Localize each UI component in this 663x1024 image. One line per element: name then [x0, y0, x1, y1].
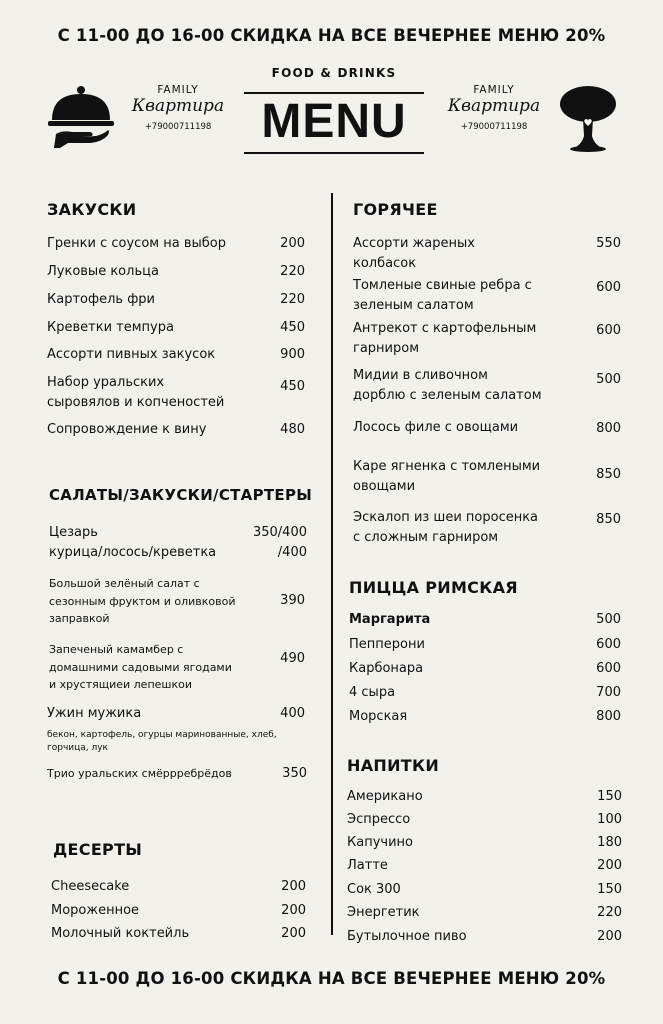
menu-item: Капучино 180	[347, 835, 622, 850]
logo-family-label: FAMILY	[157, 84, 199, 96]
menu-item: Большой зелёный салат с сезонным фруктом и оливковой заправкой 390	[49, 577, 305, 625]
menu-item: Сопровождение к вину 480	[47, 422, 305, 437]
item-description: бекон, картофель, огурцы маринованные, хлеб,	[47, 730, 277, 740]
menu-header	[244, 66, 424, 154]
section-title-salaty: САЛАТЫ/ЗАКУСКИ/СТАРТЕРЫ	[49, 486, 313, 504]
menu-item: Молочный коктейль 200	[51, 926, 306, 941]
menu-item: Бутылочное пиво 200	[347, 929, 622, 944]
menu-item: Латте 200	[347, 858, 622, 873]
menu-item: Эскалоп из шеи поросенка с сложным гарниром 850	[353, 510, 621, 545]
menu-item: Мороженное 200	[51, 903, 306, 918]
menu-item: Маргарита 500	[349, 612, 621, 627]
menu-item: Пепперони 600	[349, 637, 621, 652]
menu-item: Луковые кольца 220	[47, 264, 305, 279]
menu-item: Гренки с соусом на выбор 200	[47, 236, 305, 251]
column-divider	[331, 193, 333, 935]
logo-phone: +79000711198	[460, 122, 528, 132]
discount-banner-bottom: С 11-00 ДО 16-00 СКИДКА НА ВСЕ ВЕЧЕРНЕЕ МЕНЮ 20%	[57, 969, 606, 988]
menu-item: Антрекот с картофельным гарниром 600	[353, 321, 621, 356]
menu-item: Картофель фри 220	[47, 292, 305, 307]
menu-item: Запеченый камамбер с домашними садовыми ягодами и хрустящиеи лепешкои 490	[49, 643, 305, 691]
menu-item: Ужин мужика 400	[47, 706, 305, 721]
menu-item: Набор уральских сыровялов и копченостей 450	[47, 375, 305, 410]
item-description: горчица, лук	[47, 743, 108, 753]
section-title-deserty: ДЕСЕРТЫ	[53, 840, 143, 859]
menu-item: Cheesecake 200	[51, 879, 306, 894]
menu-item: Сок 300 150	[347, 882, 622, 897]
menu-subtitle: FOOD & DRINKS	[271, 66, 397, 80]
logo-left	[128, 84, 228, 132]
menu-item: Эспрессо 100	[347, 812, 622, 827]
menu-item: Каре ягненка с томлеными овощами 850	[353, 459, 621, 494]
menu-item: Цезарь курица/лосось/креветка 350/400 /400	[49, 525, 307, 560]
logo-family-label: FAMILY	[473, 84, 515, 96]
logo-right	[444, 84, 544, 132]
menu-item: Лосось филе с овощами 800	[353, 420, 621, 436]
cloche-hand-icon	[46, 84, 116, 154]
section-title-goryachee: ГОРЯЧЕЕ	[353, 200, 438, 219]
logo-name: Квартира	[447, 96, 541, 116]
discount-banner-top: С 11-00 ДО 16-00 СКИДКА НА ВСЕ ВЕЧЕРНЕЕ МЕНЮ 20%	[57, 26, 606, 45]
logo-name: Квартира	[131, 96, 225, 116]
logo-phone: +79000711198	[144, 122, 212, 132]
menu-item: Ассорти пивных закусок 900	[47, 347, 305, 362]
section-title-napitki: НАПИТКИ	[347, 756, 440, 775]
menu-item: Креветки темпура 450	[47, 320, 305, 335]
menu-item: Трио уральских смёррребрёдов 350	[47, 766, 307, 781]
menu-title: MENU	[261, 95, 407, 148]
section-title-pizza: ПИЦЦА РИМСКАЯ	[349, 578, 518, 597]
menu-item: 4 сыра 700	[349, 685, 621, 700]
section-title-zakuski: ЗАКУСКИ	[47, 200, 137, 219]
menu-item: Морская 800	[349, 709, 621, 724]
menu-item: Мидии в сливочном дорблю с зеленым салатом 500	[353, 368, 621, 403]
menu-item: Томленые свиные ребра с зеленым салатом 600	[353, 278, 621, 313]
menu-item: Карбонара 600	[349, 661, 621, 676]
menu-item: Ассорти жареных колбасок 550	[353, 236, 621, 271]
divider	[244, 152, 424, 154]
menu-item: Энергетик 220	[347, 905, 622, 920]
menu-item: Американо 150	[347, 789, 622, 804]
heart-tree-icon	[556, 84, 620, 154]
